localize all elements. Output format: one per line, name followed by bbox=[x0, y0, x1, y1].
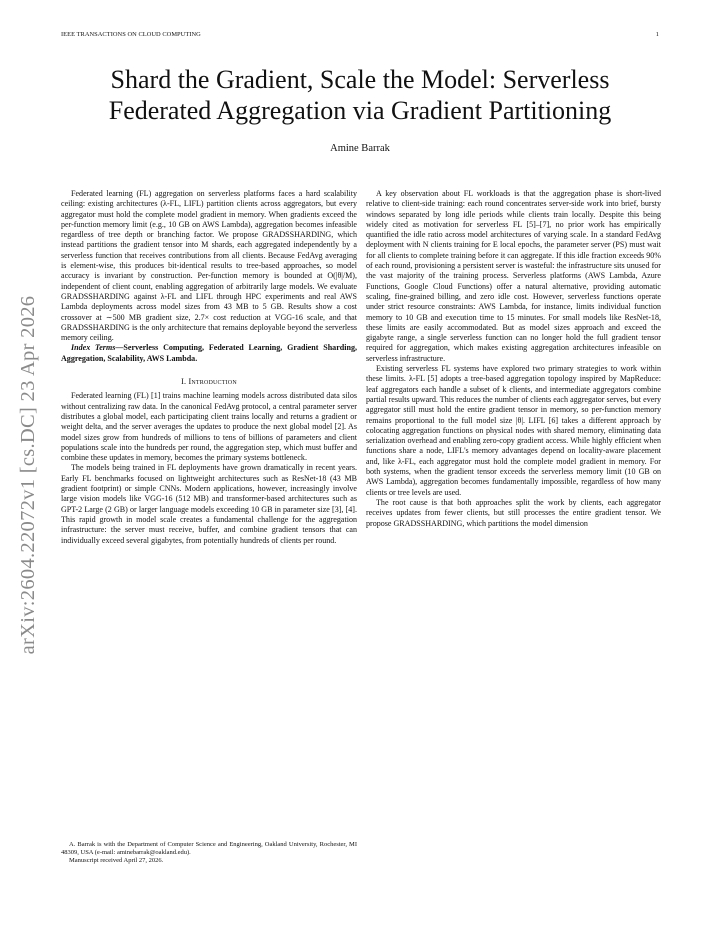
section-heading-introduction: I. Introduction bbox=[181, 377, 237, 387]
page-number: 1 bbox=[655, 31, 659, 38]
abstract-text: Federated learning (FL) aggregation on serverless platforms faces a hard scalability ceiling: existing architectures (λ-FL, LIFL) partition clients across aggregators, but every aggregator must hold the complete model gradient in memory. When gradients exceed the per-function memory limit (e.g., 10 GB on AWS Lambda), aggregation becomes infeasible regardless of tree depth or branching factor. We propose GRADSSHARDING, which instead partitions the gradient tensor into M shards, each aggregated independently by a serverless function that receives contributions from all clients. Because FedAvg averaging is element-wise, this produces bit-identical results to tree-based approaches, so model accuracy is invariant by construction. Per-function memory is bounded at O(|θ|/M), independent of client count, enabling aggregation of arbitrarily large models. We evaluate GRADSSHARDING against λ-FL and LIFL through HPC experiments and real AWS Lambda deployments across model sizes from 43 MB to 5 GB. Results show a cost crossover at ∼500 MB gradient size, 2.7× cost reduction at VGG-16 scale, and that GRADSSHARDING is the only architecture that remains deployable beyond the serverless memory ceiling. bbox=[61, 189, 357, 343]
right-column bbox=[366, 189, 661, 529]
intro-paragraph-3: A key observation about FL workloads is that the aggregation phase is short-lived relative to client-side training: each round concentrates server-side work into brief, bursty windows separated by long idle periods while clients train locally. Despite this being widely cited as motivation for serverless FL [5]–[7], no prior work has empirically quantified the idle ratio across model architectures of varying scale. In a standard FedAvg deployment with N clients training for E local epochs, the parameter server (PS) must wait for all clients to complete training before it can aggregate. If this idle fraction exceeds 90% of each round, provisioning a persistent server is wasteful: the infrastructure sits unused for the vast majority of the training process. Serverless platforms (AWS Lambda, Azure Functions, Google Cloud Functions) offer a natural alternative, providing automatic scaling, fine-grained billing, and zero idle cost. However, serverless functions operate under strict resource constraints: AWS Lambda, for instance, limits individual function memory to 10 GB and execution time to 15 minutes. For small models like ResNet-18, these limits are easily accommodated. But as model sizes approach and exceed the gigabyte range, a single serverless function can no longer hold the full gradient tensor required for aggregation, which makes existing aggregation architectures infeasible on serverless infrastructure. bbox=[366, 189, 661, 363]
intro-paragraph-4: Existing serverless FL systems have explored two primary strategies to work within these limits. λ-FL [5] adopts a tree-based aggregation topology inspired by MapReduce: leaf aggregators each handle a subset of k clients, and intermediate aggregators combine partial results upward. This reduces the number of clients each aggregator serves, but every aggregator still must hold the entire gradient tensor in memory, so per-function memory remains proportional to the full model size |θ|. LIFL [6] takes a different approach by colocating aggregation functions on physical nodes with shared memory, eliminating data serialization overhead and enabling zero-copy gradient access. While highly efficient when functions share a node, LIFL's memory advantages depend on locality-aware placement and, like λ-FL, each aggregator must hold the complete model gradient in memory. For both systems, when the gradient tensor exceeds the serverless memory limit (10 GB on AWS Lambda), aggregation becomes fundamentally impossible, regardless of how many clients or tree levels are used. bbox=[366, 364, 661, 497]
left-column bbox=[61, 189, 357, 546]
intro-paragraph-2: The models being trained in FL deployments have grown dramatically in recent years. Early FL benchmarks focused on lightweight architectures such as ResNet-18 (43 MB gradient footprint) or simple CNNs. Modern applications, however, increasingly involve large vision models like VGG-16 (512 MB) and transformer-based architectures such as GPT-2 Large (2 GB) or larger language models exceeding 10 GB in parameter size [3], [4]. This rapid growth in model scale creates a fundamental challenge for the aggregation infrastructure: the server must receive, buffer, and combine gradient tensors that can individually exceed several gigabytes, from potentially hundreds of clients per round. bbox=[61, 463, 357, 545]
title-line-1: Shard the Gradient, Scale the Model: Serverless bbox=[110, 65, 610, 94]
intro-paragraph-5: The root cause is that both approaches split the work by clients, each aggregator receives updates from fewer clients, but still processes the entire gradient tensor. We propose GRADSSHARDING, which partitions the model dimension bbox=[366, 497, 661, 528]
paper-title bbox=[40, 64, 680, 126]
index-terms-text: —Serverless Computing, Federated Learning, Gradient Sharding, Aggregation, Scalability, AWS Lambda. bbox=[61, 343, 358, 363]
footnote bbox=[61, 841, 357, 865]
author-affiliation: A. Barrak is with the Department of Computer Science and Engineering, Oakland University, Rochester, MI 48309, USA (e-mail: aminebarrak@oakland.edu). bbox=[61, 841, 357, 856]
author-name: Amine Barrak bbox=[330, 143, 390, 154]
title-line-2: Federated Aggregation via Gradient Partitioning bbox=[108, 96, 612, 125]
index-terms bbox=[61, 343, 357, 364]
intro-paragraph-1: Federated learning (FL) [1] trains machine learning models across distributed data silos without centralizing raw data. In the canonical FedAvg protocol, a central parameter server distributes a global model, each participating client trains locally and returns a gradient or weight delta, and the server averages the updates to produce the next global model [2]. As model sizes grow from hundreds of millions to tens of billions of parameters and client populations scale into the hundreds per round, the aggregation step, which must buffer and combine these updates in memory, becomes the primary systems bottleneck. bbox=[61, 391, 357, 463]
arxiv-stamp: arXiv:2604.22072v1 [cs.DC] 23 Apr 2026 bbox=[17, 295, 39, 655]
manuscript-received: Manuscript received April 27, 2026. bbox=[69, 857, 164, 864]
index-terms-label: Index Terms bbox=[71, 343, 116, 353]
running-head bbox=[61, 31, 659, 41]
journal-name: IEEE TRANSACTIONS ON CLOUD COMPUTING bbox=[61, 31, 201, 38]
